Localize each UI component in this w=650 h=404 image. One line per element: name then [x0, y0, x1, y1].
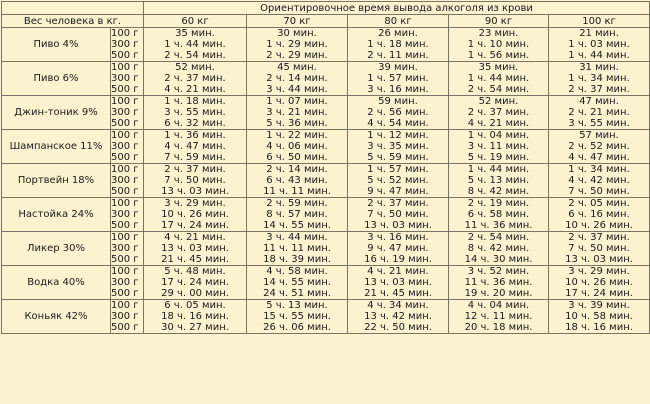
time-value: 2 ч. 29 мин. [266, 50, 328, 61]
time-cell [144, 266, 247, 300]
time-value: 22 ч. 50 мин. [364, 322, 432, 333]
time-value: 6 ч. 32 мин. [164, 118, 226, 129]
time-cell [247, 96, 348, 130]
dose-label: 300 г [111, 311, 139, 322]
time-value: 1 ч. 04 мин. [467, 130, 530, 141]
table-row [2, 198, 650, 232]
dose-label: 100 г [111, 266, 139, 277]
time-value: 1 ч. 07 мин. [266, 96, 328, 107]
dose-label: 100 г [111, 300, 139, 311]
time-value: 1 ч. 29 мин. [266, 39, 328, 50]
weight-header: 100 кг [549, 15, 650, 28]
time-value: 5 ч. 13 мин. [467, 175, 530, 186]
drink-name: Пиво 6% [2, 62, 111, 96]
weight-header: 80 кг [348, 15, 449, 28]
dose-label: 300 г [111, 175, 139, 186]
time-value: 2 ч. 37 мин. [164, 73, 226, 84]
table-row [2, 62, 650, 96]
time-value: 2 ч. 37 мин. [164, 164, 226, 175]
time-value: 39 мин. [378, 62, 418, 73]
time-value: 1 ч. 10 мин. [467, 39, 530, 50]
time-cell [549, 300, 650, 334]
time-value: 18 ч. 16 мин. [565, 322, 633, 333]
time-value: 2 ч. 37 мин. [367, 198, 429, 209]
time-value: 52 мин. [478, 96, 519, 107]
time-value: 20 ч. 18 мин. [464, 322, 533, 333]
time-value: 4 ч. 47 мин. [568, 152, 630, 163]
time-cell [449, 130, 549, 164]
time-cell [449, 62, 549, 96]
table-row [2, 28, 650, 62]
time-value: 13 ч. 03 мин. [565, 254, 633, 265]
time-value: 19 ч. 20 мин. [464, 288, 533, 299]
time-value: 2 ч. 19 мин. [467, 198, 530, 209]
time-value: 13 ч. 03 мин. [364, 277, 432, 288]
weight-header: 60 кг [144, 15, 247, 28]
time-value: 5 ч. 59 мин. [367, 152, 429, 163]
time-cell [247, 28, 348, 62]
time-value: 13 ч. 03 мин. [161, 186, 229, 197]
time-value: 1 ч. 44 мин. [467, 164, 530, 175]
time-value: 3 ч. 52 мин. [467, 266, 530, 277]
time-value: 2 ч. 37 мин. [467, 107, 530, 118]
title-row [2, 2, 650, 15]
time-value: 21 ч. 45 мин. [161, 254, 229, 265]
time-value: 3 ч. 29 мин. [568, 266, 630, 277]
dose-label: 100 г [111, 28, 139, 39]
time-value: 4 ч. 42 мин. [568, 175, 630, 186]
dose-label: 300 г [111, 73, 139, 84]
time-cell [449, 300, 549, 334]
dose-label: 100 г [111, 62, 139, 73]
time-value: 16 ч. 19 мин. [364, 254, 432, 265]
time-value: 3 ч. 55 мин. [164, 107, 226, 118]
time-value: 1 ч. 34 мин. [568, 73, 630, 84]
time-value: 1 ч. 44 мин. [467, 73, 530, 84]
time-cell [449, 232, 549, 266]
time-value: 6 ч. 16 мин. [568, 209, 630, 220]
time-value: 21 ч. 45 мин. [364, 288, 432, 299]
time-cell [144, 164, 247, 198]
time-cell [348, 232, 449, 266]
drink-name: Джин-тоник 9% [2, 96, 111, 130]
table-body [2, 2, 650, 334]
time-value: 2 ч. 21 мин. [568, 107, 630, 118]
time-value: 10 ч. 26 мин. [161, 209, 229, 220]
time-value: 2 ч. 37 мин. [568, 232, 630, 243]
time-value: 8 ч. 42 мин. [467, 186, 530, 197]
time-value: 13 ч. 42 мин. [364, 311, 432, 322]
time-value: 17 ч. 24 мин. [161, 220, 229, 231]
time-value: 1 ч. 22 мин. [266, 130, 328, 141]
time-cell [247, 164, 348, 198]
time-value: 1 ч. 36 мин. [164, 130, 226, 141]
time-value: 23 мин. [478, 28, 519, 39]
time-value: 35 мин. [478, 62, 519, 73]
time-value: 8 ч. 57 мин. [266, 209, 328, 220]
dose-label: 300 г [111, 277, 139, 288]
time-value: 4 ч. 58 мин. [266, 266, 328, 277]
time-value: 7 ч. 50 мин. [568, 186, 630, 197]
time-value: 7 ч. 50 мин. [568, 243, 630, 254]
time-value: 30 ч. 27 мин. [161, 322, 229, 333]
time-cell [549, 62, 650, 96]
time-value: 11 ч. 36 мин. [464, 277, 533, 288]
time-value: 2 ч. 54 мин. [164, 50, 226, 61]
table-title: Ориентировочное время вывода алкоголя из крови [144, 2, 650, 15]
time-cell [549, 266, 650, 300]
dose-cell [111, 198, 144, 232]
time-cell [348, 28, 449, 62]
drink-name: Водка 40% [2, 266, 111, 300]
time-value: 4 ч. 21 мин. [164, 232, 226, 243]
time-value: 7 ч. 50 мин. [164, 175, 226, 186]
time-value: 1 ч. 03 мин. [568, 39, 630, 50]
time-value: 4 ч. 47 мин. [164, 141, 226, 152]
dose-cell [111, 96, 144, 130]
time-value: 1 ч. 44 мин. [164, 39, 226, 50]
drink-name: Портвейн 18% [2, 164, 111, 198]
time-cell [449, 198, 549, 232]
time-value: 17 ч. 24 мин. [565, 288, 633, 299]
time-value: 3 ч. 44 мин. [266, 84, 328, 95]
time-value: 57 мин. [579, 130, 619, 141]
time-cell [144, 62, 247, 96]
time-value: 1 ч. 57 мин. [367, 73, 429, 84]
time-value: 4 ч. 06 мин. [266, 141, 328, 152]
table-row [2, 130, 650, 164]
dose-cell [111, 62, 144, 96]
time-value: 11 ч. 11 мин. [263, 186, 331, 197]
dose-label: 500 г [111, 50, 139, 61]
time-cell [449, 96, 549, 130]
drink-name: Пиво 4% [2, 28, 111, 62]
time-value: 31 мин. [579, 62, 619, 73]
time-value: 1 ч. 34 мин. [568, 164, 630, 175]
time-cell [348, 300, 449, 334]
time-cell [144, 130, 247, 164]
time-value: 1 ч. 12 мин. [367, 130, 429, 141]
dose-label: 500 г [111, 288, 139, 299]
time-value: 1 ч. 18 мин. [164, 96, 226, 107]
time-value: 2 ч. 54 мин. [467, 232, 530, 243]
time-value: 3 ч. 29 мин. [164, 198, 226, 209]
dose-label: 100 г [111, 232, 139, 243]
dose-cell [111, 232, 144, 266]
weight-label: Вес человека в кг. [2, 15, 144, 28]
time-value: 3 ч. 16 мин. [367, 84, 429, 95]
time-value: 10 ч. 58 мин. [565, 311, 633, 322]
time-value: 2 ч. 54 мин. [467, 84, 530, 95]
time-value: 2 ч. 37 мин. [568, 84, 630, 95]
table-row [2, 266, 650, 300]
time-value: 2 ч. 56 мин. [367, 107, 429, 118]
drink-name: Ликер 30% [2, 232, 111, 266]
time-cell [247, 198, 348, 232]
dose-label: 100 г [111, 96, 139, 107]
time-value: 26 ч. 06 мин. [263, 322, 331, 333]
time-value: 12 ч. 11 мин. [464, 311, 533, 322]
weight-header: 70 кг [247, 15, 348, 28]
time-value: 10 ч. 26 мин. [565, 277, 633, 288]
time-value: 3 ч. 44 мин. [266, 232, 328, 243]
time-cell [449, 266, 549, 300]
time-value: 5 ч. 13 мин. [266, 300, 328, 311]
drink-name: Шампанское 11% [2, 130, 111, 164]
dose-label: 500 г [111, 152, 139, 163]
time-value: 29 ч. 00 мин. [161, 288, 229, 299]
time-cell [144, 96, 247, 130]
time-value: 24 ч. 51 мин. [263, 288, 331, 299]
dose-cell [111, 266, 144, 300]
time-value: 1 ч. 44 мин. [568, 50, 630, 61]
time-value: 1 ч. 18 мин. [367, 39, 429, 50]
time-cell [348, 164, 449, 198]
time-value: 11 ч. 11 мин. [263, 243, 331, 254]
time-cell [549, 198, 650, 232]
time-value: 3 ч. 16 мин. [367, 232, 429, 243]
time-value: 35 мин. [175, 28, 215, 39]
dose-cell [111, 28, 144, 62]
time-value: 18 ч. 39 мин. [263, 254, 331, 265]
time-value: 2 ч. 52 мин. [568, 141, 630, 152]
time-value: 15 ч. 55 мин. [263, 311, 331, 322]
time-value: 14 ч. 55 мин. [263, 277, 331, 288]
weight-header: 90 кг [449, 15, 549, 28]
time-cell [348, 198, 449, 232]
time-cell [449, 28, 549, 62]
time-value: 10 ч. 26 мин. [565, 220, 633, 231]
time-cell [348, 96, 449, 130]
dose-label: 500 г [111, 254, 139, 265]
dose-label: 500 г [111, 220, 139, 231]
time-cell [348, 130, 449, 164]
time-cell [247, 130, 348, 164]
time-cell [144, 28, 247, 62]
time-value: 8 ч. 42 мин. [467, 243, 530, 254]
time-value: 1 ч. 56 мин. [467, 50, 530, 61]
time-value: 30 мин. [277, 28, 317, 39]
time-value: 4 ч. 21 мин. [467, 118, 530, 129]
time-value: 5 ч. 48 мин. [164, 266, 226, 277]
drink-name: Настойка 24% [2, 198, 111, 232]
dose-label: 100 г [111, 198, 139, 209]
alcohol-elimination-table [1, 1, 650, 334]
time-cell [549, 28, 650, 62]
time-value: 13 ч. 03 мин. [364, 220, 432, 231]
time-value: 21 мин. [579, 28, 619, 39]
time-value: 3 ч. 11 мин. [467, 141, 530, 152]
time-cell [247, 266, 348, 300]
time-value: 4 ч. 21 мин. [367, 266, 429, 277]
table-row [2, 96, 650, 130]
time-value: 3 ч. 21 мин. [266, 107, 328, 118]
time-value: 5 ч. 36 мин. [266, 118, 328, 129]
time-value: 52 мин. [175, 62, 215, 73]
dose-label: 300 г [111, 243, 139, 254]
dose-label: 100 г [111, 164, 139, 175]
time-value: 6 ч. 43 мин. [266, 175, 328, 186]
time-cell [144, 232, 247, 266]
time-value: 6 ч. 50 мин. [266, 152, 328, 163]
time-cell [549, 130, 650, 164]
time-value: 6 ч. 58 мин. [467, 209, 530, 220]
dose-label: 300 г [111, 141, 139, 152]
time-value: 4 ч. 04 мин. [467, 300, 530, 311]
time-value: 3 ч. 55 мин. [568, 118, 630, 129]
time-cell [549, 232, 650, 266]
time-value: 4 ч. 34 мин. [367, 300, 429, 311]
time-cell [549, 96, 650, 130]
time-value: 7 ч. 50 мин. [367, 209, 429, 220]
dose-label: 500 г [111, 322, 139, 333]
time-cell [144, 198, 247, 232]
time-cell [549, 164, 650, 198]
time-cell [348, 62, 449, 96]
time-value: 7 ч. 59 мин. [164, 152, 226, 163]
time-value: 4 ч. 21 мин. [164, 84, 226, 95]
time-value: 18 ч. 16 мин. [161, 311, 229, 322]
time-value: 59 мин. [378, 96, 418, 107]
time-cell [144, 300, 247, 334]
dose-label: 300 г [111, 209, 139, 220]
time-value: 3 ч. 35 мин. [367, 141, 429, 152]
time-cell [348, 266, 449, 300]
dose-label: 300 г [111, 39, 139, 50]
dose-label: 300 г [111, 107, 139, 118]
time-value: 2 ч. 14 мин. [266, 164, 328, 175]
time-cell [449, 164, 549, 198]
time-value: 5 ч. 52 мин. [367, 175, 429, 186]
time-value: 14 ч. 30 мин. [464, 254, 533, 265]
dose-label: 500 г [111, 186, 139, 197]
time-value: 1 ч. 57 мин. [367, 164, 429, 175]
table-row [2, 300, 650, 334]
time-value: 2 ч. 05 мин. [568, 198, 630, 209]
dose-label: 500 г [111, 118, 139, 129]
dose-cell [111, 300, 144, 334]
time-value: 17 ч. 24 мин. [161, 277, 229, 288]
time-cell [247, 300, 348, 334]
title-corner [2, 2, 144, 15]
table-row [2, 164, 650, 198]
time-value: 45 мин. [277, 62, 317, 73]
time-value: 13 ч. 03 мин. [161, 243, 229, 254]
dose-cell [111, 130, 144, 164]
time-value: 9 ч. 47 мин. [367, 186, 429, 197]
time-value: 6 ч. 05 мин. [164, 300, 226, 311]
table-row [2, 232, 650, 266]
time-value: 4 ч. 54 мин. [367, 118, 429, 129]
time-value: 2 ч. 11 мин. [367, 50, 429, 61]
dose-label: 500 г [111, 84, 139, 95]
drink-name: Коньяк 42% [2, 300, 111, 334]
time-cell [247, 232, 348, 266]
time-value: 2 ч. 59 мин. [266, 198, 328, 209]
time-value: 47 мин. [579, 96, 619, 107]
time-value: 3 ч. 39 мин. [568, 300, 630, 311]
time-cell [247, 62, 348, 96]
dose-cell [111, 164, 144, 198]
time-value: 14 ч. 55 мин. [263, 220, 331, 231]
time-value: 26 мин. [378, 28, 418, 39]
time-value: 2 ч. 14 мин. [266, 73, 328, 84]
time-value: 9 ч. 47 мин. [367, 243, 429, 254]
dose-label: 100 г [111, 130, 139, 141]
time-value: 5 ч. 19 мин. [467, 152, 530, 163]
time-value: 11 ч. 36 мин. [464, 220, 533, 231]
header-row [2, 15, 650, 28]
